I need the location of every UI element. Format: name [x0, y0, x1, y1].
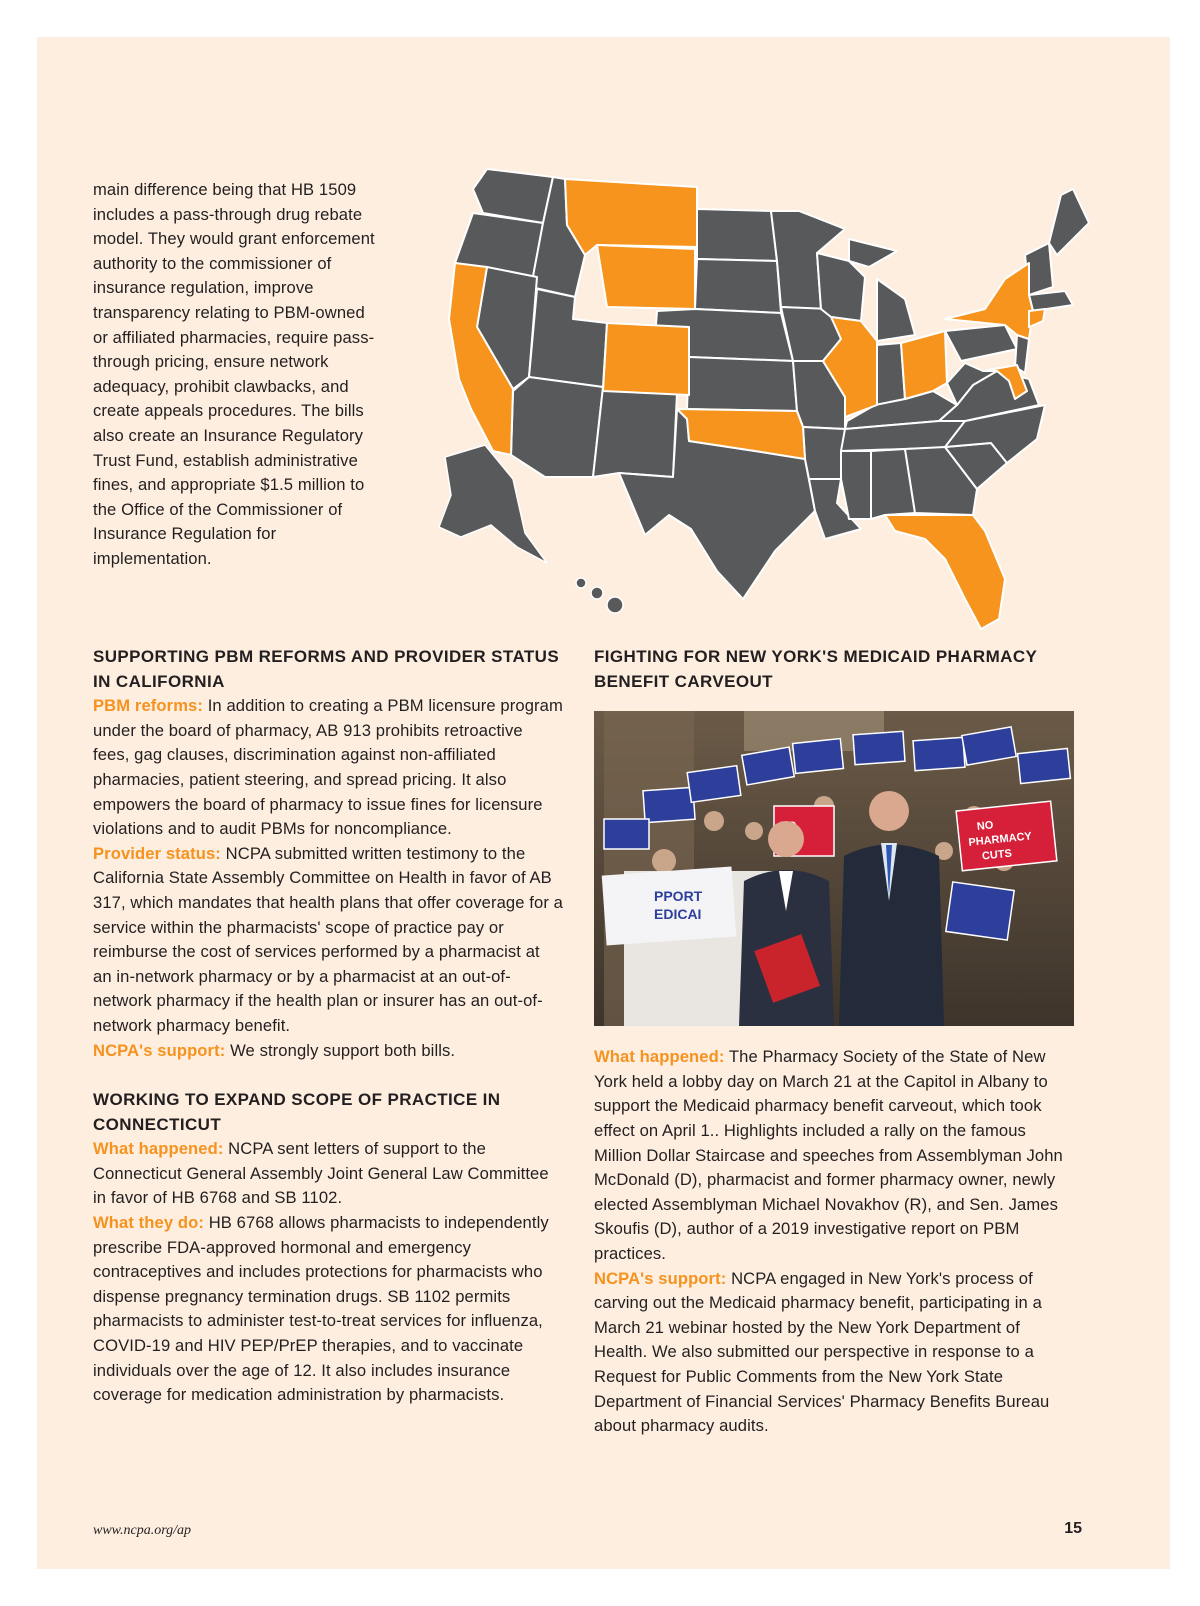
california-section — [93, 645, 563, 1063]
ny-support-paragraph — [594, 1267, 1074, 1439]
map-state-wy — [597, 245, 695, 309]
ct-what-they-do-text: HB 6768 allows pharmacists to independently prescribe FDA-approved hormonal and emergency contraceptives and includes protections for pharmacists who dispense pregnancy termination drugs. SB 1102 permits pharmacists to administer test-to-treat services for influenza, COVID-19 and HIV PEP/PrEP therapies, and to vaccinate individuals over the age of 12. It also includes insurance coverage for medication administration by pharmacists. — [93, 1213, 549, 1405]
map-state-nd — [697, 209, 777, 261]
map-state-pa — [945, 325, 1017, 361]
ny-happened-label: What happened: — [594, 1047, 725, 1067]
ct-what-they-do-label: What they do: — [93, 1213, 204, 1233]
map-state-mi — [849, 239, 897, 267]
map-state-hi-2 — [591, 587, 603, 599]
map-state-mt — [565, 179, 697, 255]
white-sign-text: PPORT — [654, 888, 703, 905]
california-heading: SUPPORTING PBM REFORMS AND PROVIDER STATUS IN CALIFORNIA — [93, 647, 560, 691]
map-state-ms — [841, 451, 871, 519]
map-state-oh — [901, 331, 947, 399]
provider-status-text: NCPA submitted written testimony to the California State Assembly Committee on Health in favor of AB 317, which mandates that health plans that offer coverage for a service within the pharmacists' scope of practice pay or reimburse the cost of services performed by a pharmacist at an in-network pharmacy or by a pharmacist at an out-of-network pharmacy if the health plan or insurer has an out-of-network pharmacy benefit. — [93, 843, 563, 1035]
ny-support-label: NCPA's support: — [594, 1268, 727, 1288]
map-state-ma-ri — [1029, 291, 1073, 311]
ct-happened-paragraph — [93, 1137, 563, 1211]
us-state-map — [425, 159, 1125, 659]
pbm-reforms-text: In addition to creating a PBM licensure program under the board of pharmacy, AB 913 prohibits retroactive fees, gag clauses, discrimination against non-affiliated pharmacies, patient steering, and spread pricing. It also empowers the board of pharmacy to issue fines for licensure violations and to audit PBMs for noncompliance. — [93, 696, 563, 839]
pbm-reforms-paragraph — [93, 694, 563, 842]
newyork-section — [594, 645, 1074, 1439]
ny-happened-paragraph — [594, 1045, 1074, 1266]
map-state-sd — [695, 259, 781, 313]
red-sign-right-text: NO — [976, 819, 994, 834]
map-state-nm — [593, 387, 677, 477]
california-support-text: We strongly support both bills. — [225, 1040, 456, 1060]
california-support-paragraph — [93, 1039, 563, 1064]
page — [37, 37, 1170, 1569]
ct-happened-label: What happened: — [93, 1139, 224, 1159]
red-sign-right-text-2: PHARMACY — [967, 830, 1033, 850]
map-state-mi-lower — [877, 279, 915, 341]
ny-happened-text: The Pharmacy Society of the State of New York held a lobby day on March 21 at the Capitol in Albany to support the Medicaid pharmacy benefit carveout, which took effect on April 1.. Highlights included a rally on the famous Million Dollar Staircase and speeches from Assemblyman John McDonald (D), pharmacist and former pharmacy owner, newly elected Assemblyman Michael Novakhov (R), and Sen. James Skoufis (D), author of a 2019 investigative report on PBM practices. — [594, 1047, 1063, 1263]
newyork-heading: FIGHTING FOR NEW YORK'S MEDICAID PHARMACY BENEFIT CARVEOUT — [594, 647, 1037, 691]
ct-what-they-do-paragraph — [93, 1211, 563, 1408]
provider-status-paragraph — [93, 842, 563, 1039]
map-state-az — [511, 377, 603, 477]
map-state-fl — [885, 515, 1005, 629]
white-sign-text-2: EDICAI — [654, 906, 702, 923]
left-column — [93, 645, 563, 1408]
connecticut-heading: WORKING TO EXPAND SCOPE OF PRACTICE IN CONNECTICUT — [93, 1090, 501, 1134]
map-state-me — [1049, 189, 1089, 255]
intro-paragraph: main difference being that HB 1509 includes a pass-through drug rebate model. They would grant enforcement authority to the commissioner of insurance regulation, improve transparency relating to PBM-owned or affiliated pharmacies, require pass-through pricing, ensure network adequacy, prohibit clawbacks, and create appeals procedures. The bills also create an Insurance Regulatory Trust Fund, establish administrative fines, and appropriate $1.5 million to the Office of the Commissioner of Insurance Regulation for implementation. — [93, 180, 375, 568]
pbm-reforms-label: PBM reforms: — [93, 696, 203, 716]
ny-support-text: NCPA engaged in New York's process of carving out the Medicaid pharmacy benefit, participating in a March 21 webinar hosted by the New York Department of Health. We also submitted our perspective in response to a Request for Public Comments from the New York State Department of Financial Services' Pharmacy Benefits Bureau about pharmacy audits. — [594, 1268, 1050, 1436]
map-state-hi-3 — [607, 597, 623, 613]
connecticut-section — [93, 1088, 563, 1408]
provider-status-label: Provider status: — [93, 843, 221, 863]
map-state-ar — [803, 427, 845, 479]
map-state-ks — [687, 357, 797, 411]
map-state-ut — [529, 289, 607, 387]
footer-url-link[interactable]: www.ncpa.org/ap — [93, 1523, 192, 1538]
section-spacer — [93, 1063, 563, 1088]
right-column — [594, 645, 1074, 1439]
page-number: 15 — [1064, 1520, 1082, 1537]
lobby-day-photo — [594, 711, 1074, 1026]
ct-happened-text: NCPA sent letters of support to the Connecticut General Assembly Joint General Law Committee in favor of HB 6768 and SB 1102. — [93, 1139, 549, 1208]
map-state-ct — [1029, 309, 1045, 327]
california-support-label: NCPA's support: — [93, 1040, 226, 1060]
map-state-hi-1 — [576, 578, 586, 588]
map-state-co — [603, 323, 689, 395]
red-sign-right-text-3: CUTS — [981, 847, 1013, 863]
